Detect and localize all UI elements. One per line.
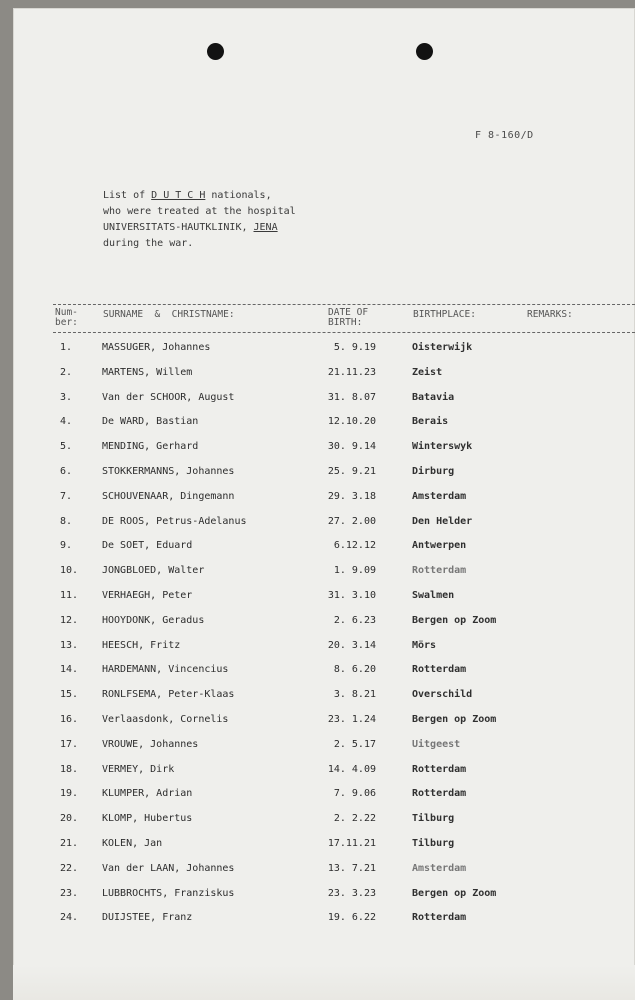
- column-header-number: Num- ber:: [55, 307, 78, 328]
- row-birthplace: Bergen op Zoom: [412, 887, 497, 899]
- row-birthplace: Zeist: [412, 366, 443, 378]
- header-line-3: UNIVERSITATS-HAUTKLINIK, JENA: [103, 222, 278, 233]
- row-birth-date: 2. 5.17: [333, 738, 376, 750]
- table-row: [0, 540, 635, 560]
- table-row: [0, 466, 635, 486]
- row-birth-date: 13. 7.21: [327, 862, 376, 874]
- column-header-place: BIRTHPLACE:: [413, 309, 476, 320]
- row-name: KLUMPER, Adrian: [102, 788, 193, 800]
- column-header-remarks: REMARKS:: [527, 309, 573, 320]
- row-number: 17.: [60, 738, 79, 750]
- row-name: RONLFSEMA, Peter-Klaas: [102, 689, 235, 701]
- row-number: 22.: [60, 862, 79, 874]
- row-name: De SOET, Eduard: [102, 540, 193, 552]
- row-birthplace: Rotterdam: [412, 788, 467, 800]
- row-name: HEESCH, Fritz: [102, 639, 181, 651]
- row-birthplace: Overschild: [412, 689, 473, 701]
- row-birthplace: Tilburg: [412, 813, 455, 825]
- row-birth-date: 31. 3.10: [327, 590, 376, 601]
- table-row: [0, 392, 635, 412]
- row-number: 15.: [60, 689, 79, 701]
- row-birthplace: Rotterdam: [412, 664, 467, 676]
- row-birthplace: Uitgeest: [412, 738, 461, 750]
- table-row: [0, 664, 635, 684]
- row-name: STOKKERMANNS, Johannes: [102, 466, 235, 477]
- row-name: HOOYDONK, Geradus: [102, 614, 205, 626]
- row-number: 4.: [60, 416, 73, 428]
- row-birth-date: 30. 9.14: [327, 441, 376, 453]
- column-header-name: SURNAME & CHRISTNAME:: [103, 309, 235, 320]
- table-row: [0, 689, 635, 709]
- table-row: [0, 441, 635, 461]
- row-number: 16.: [60, 714, 79, 725]
- row-number: 18.: [60, 763, 79, 775]
- row-birthplace: Rotterdam: [412, 565, 467, 577]
- document-header: [103, 188, 296, 252]
- row-name: VROUWE, Johannes: [102, 738, 199, 750]
- row-number: 24.: [60, 912, 79, 924]
- row-number: 6.: [60, 466, 73, 477]
- column-header-date: DATE OF BIRTH:: [328, 307, 369, 328]
- table-row: [0, 590, 635, 610]
- row-name: MENDING, Gerhard: [102, 441, 199, 453]
- row-number: 1.: [60, 342, 73, 353]
- row-name: Verlaasdonk, Cornelis: [102, 714, 229, 725]
- table-row: [0, 764, 635, 784]
- row-birth-date: 21.11.23: [327, 366, 376, 378]
- row-birthplace: Rotterdam: [412, 912, 467, 924]
- row-name: HARDEMANN, Vincencius: [102, 664, 229, 676]
- row-birthplace: Rotterdam: [412, 763, 467, 775]
- row-birth-date: 2. 2.22: [333, 813, 376, 825]
- row-birthplace: Winterswyk: [412, 441, 473, 453]
- punch-hole-right: [416, 43, 433, 60]
- table-row: [0, 416, 635, 436]
- row-birth-date: 12.10.20: [327, 416, 376, 428]
- row-name: KOLEN, Jan: [102, 838, 163, 849]
- row-name: VERMEY, Dirk: [102, 763, 175, 775]
- row-birth-date: 2. 6.23: [333, 614, 376, 626]
- table-row: [0, 838, 635, 858]
- row-birth-date: 5. 9.19: [333, 342, 376, 353]
- row-name: MASSUGER, Johannes: [102, 342, 211, 353]
- table-row: [0, 863, 635, 883]
- page-bottom-edge: [13, 965, 635, 1000]
- row-birth-date: 29. 3.18: [327, 490, 376, 502]
- row-name: VERHAEGH, Peter: [102, 590, 193, 601]
- header-nationality: D U T C H: [151, 190, 206, 201]
- row-number: 3.: [60, 391, 73, 403]
- row-birth-date: 23. 1.24: [327, 714, 376, 725]
- row-birthplace: Amsterdam: [412, 862, 467, 874]
- header-line-1: List of D U T C H nationals,: [103, 190, 272, 201]
- table-row: [0, 739, 635, 759]
- row-number: 5.: [60, 441, 73, 453]
- row-birthplace: Bergen op Zoom: [412, 614, 497, 626]
- row-number: 20.: [60, 813, 79, 825]
- table-row: [0, 813, 635, 833]
- row-number: 21.: [60, 838, 79, 849]
- table-row: [0, 888, 635, 908]
- table-row: [0, 342, 635, 362]
- header-line-4: during the war.: [103, 238, 194, 249]
- row-birthplace: Oisterwijk: [412, 342, 473, 353]
- table-row: [0, 516, 635, 536]
- table-row: [0, 714, 635, 734]
- row-birth-date: 27. 2.00: [327, 515, 376, 527]
- row-birthplace: Tilburg: [412, 838, 455, 849]
- row-birthplace: Dirburg: [412, 466, 455, 477]
- row-birth-date: 19. 6.22: [327, 912, 376, 924]
- row-number: 9.: [60, 540, 73, 552]
- table-row: [0, 565, 635, 585]
- table-row: [0, 491, 635, 511]
- row-birth-date: 7. 9.06: [333, 788, 376, 800]
- row-birthplace: Antwerpen: [412, 540, 467, 552]
- row-number: 12.: [60, 614, 79, 626]
- row-birth-date: 3. 8.21: [333, 689, 376, 701]
- row-birthplace: Amsterdam: [412, 490, 467, 502]
- reference-number: F 8-160/D: [475, 130, 534, 141]
- row-birthplace: Berais: [412, 416, 449, 428]
- table-row: [0, 367, 635, 387]
- table-row: [0, 640, 635, 660]
- row-birth-date: 17.11.21: [327, 838, 376, 849]
- row-name: Van der SCHOOR, August: [102, 391, 235, 403]
- row-birth-date: 14. 4.09: [327, 763, 376, 775]
- punch-hole-left: [207, 43, 224, 60]
- row-birthplace: Mörs: [412, 639, 437, 651]
- row-birth-date: 1. 9.09: [333, 565, 376, 577]
- table-rule-top: [53, 304, 635, 305]
- row-name: KLOMP, Hubertus: [102, 813, 193, 825]
- row-birth-date: 31. 8.07: [327, 391, 376, 403]
- row-number: 7.: [60, 490, 73, 502]
- row-number: 2.: [60, 366, 73, 378]
- row-name: DUIJSTEE, Franz: [102, 912, 193, 924]
- row-birth-date: 8. 6.20: [333, 664, 376, 676]
- header-line-2: who were treated at the hospital: [103, 206, 296, 217]
- row-number: 13.: [60, 639, 79, 651]
- row-birth-date: 25. 9.21: [327, 466, 376, 477]
- row-name: JONGBLOED, Walter: [102, 565, 205, 577]
- row-birthplace: Swalmen: [412, 590, 455, 601]
- row-birthplace: Bergen op Zoom: [412, 714, 497, 725]
- table-rule-bottom: [53, 332, 635, 333]
- table-row: [0, 788, 635, 808]
- row-name: SCHOUVENAAR, Dingemann: [102, 490, 235, 502]
- row-birthplace: Batavia: [412, 391, 455, 403]
- row-number: 23.: [60, 887, 79, 899]
- row-name: De WARD, Bastian: [102, 416, 199, 428]
- row-number: 14.: [60, 664, 79, 676]
- header-city: JENA: [253, 222, 278, 233]
- row-name: DE ROOS, Petrus-Adelanus: [102, 515, 247, 527]
- row-birthplace: Den Helder: [412, 515, 473, 527]
- row-number: 19.: [60, 788, 79, 800]
- table-row: [0, 912, 635, 932]
- row-name: Van der LAAN, Johannes: [102, 862, 235, 874]
- row-birth-date: 20. 3.14: [327, 639, 376, 651]
- row-number: 8.: [60, 515, 73, 527]
- row-name: LUBBROCHTS, Franziskus: [102, 887, 235, 899]
- row-number: 10.: [60, 565, 79, 577]
- row-number: 11.: [60, 590, 79, 601]
- row-birth-date: 23. 3.23: [327, 887, 376, 899]
- row-name: MARTENS, Willem: [102, 366, 193, 378]
- table-row: [0, 615, 635, 635]
- row-birth-date: 6.12.12: [333, 540, 376, 552]
